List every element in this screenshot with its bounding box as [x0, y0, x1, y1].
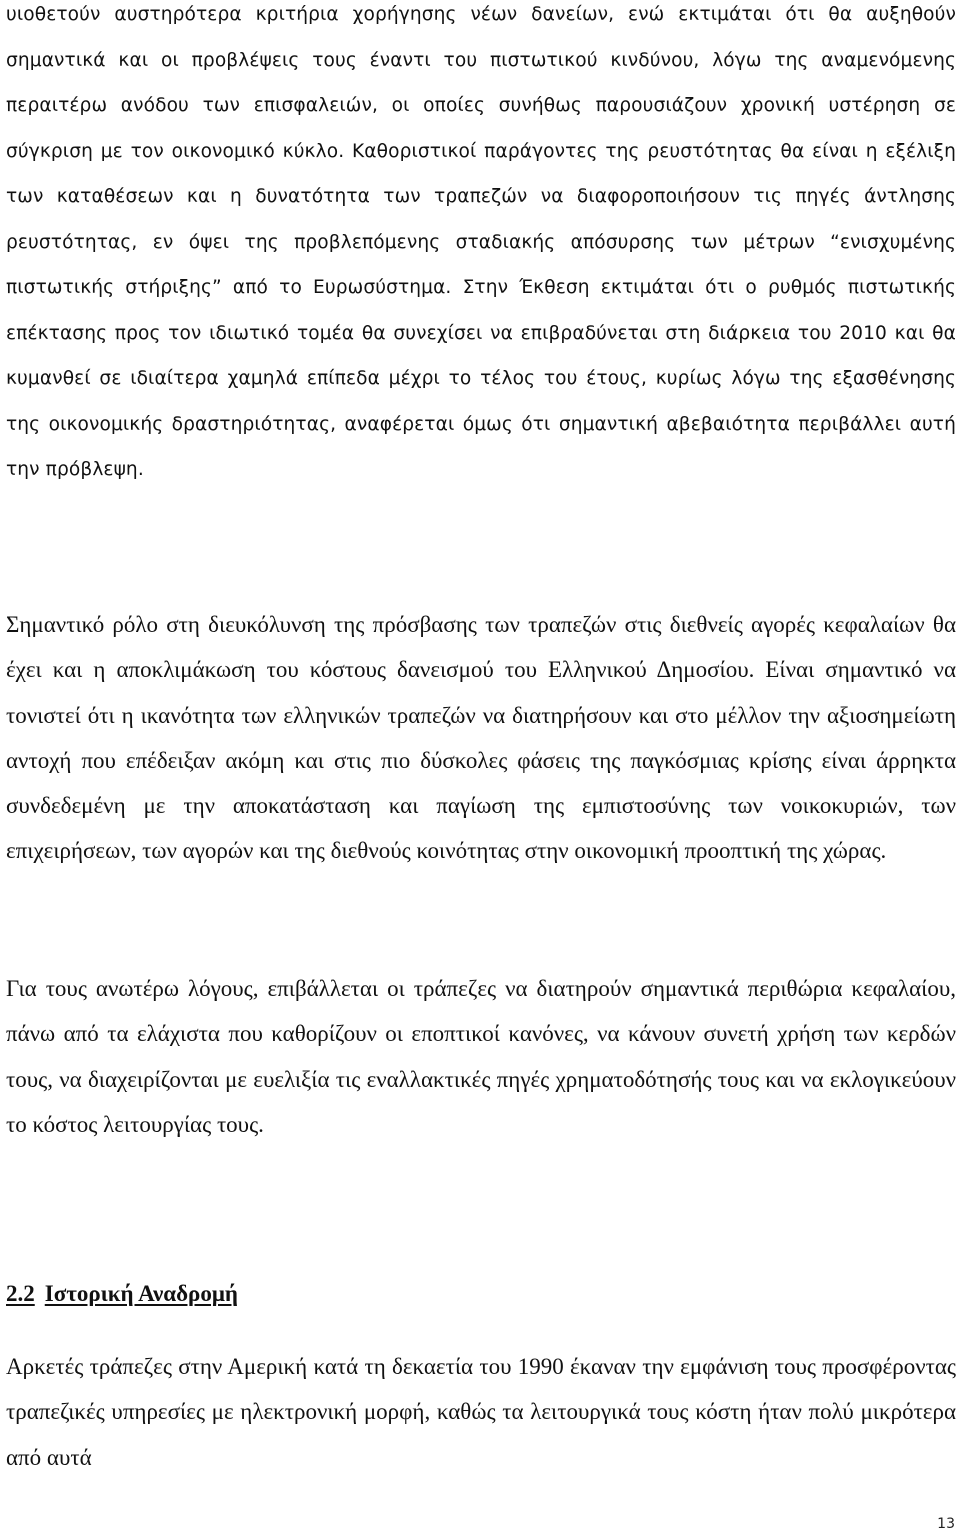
- paragraph-credit-liquidity-outlook: υιοθετούν αυστηρότερα κριτήρια χορήγησης νέων δανείων, ενώ εκτιμάται ότι θα αυξηθούν σημαντικά και οι προβλέψεις τους έναντι του πιστωτικού κινδύνου, λόγω της αναμενόμενης περαιτέρω ανόδου των επισφαλειών, οι οποίες συνήθως παρουσιάζουν χρονική υστέρηση σε σύγκριση με τον οικονομικό κύκλο. Καθοριστικοί παράγοντες της ρευστότητας θα είναι η εξέλιξη των καταθέσεων και η δυνατότητα των τραπεζών να διαφοροποιήσουν τις πηγές άντλησης ρευστότητας, εν όψει της προβλεπόμενης σταδιακής απόσυρσης των μέτρων “ενισχυμένης πιστωτικής στήριξης” από το Ευρωσύστημα. Στην Έκθεση εκτιμάται ότι ο ρυθμός πιστωτικής επέκτασης προς τον ιδιωτικό τομέα θα συνεχίσει να επιβραδύνεται στη διάρκεια του 2010 και θα κυμανθεί σε ιδιαίτερα χαμηλά επίπεδα μέχρι το τέλος του έτους, κυρίως λόγω της εξασθένησης της οικονομικής δραστηριότητας, αναφέρεται όμως ότι σημαντική αβεβαιότητα περιβάλλει αυτή την πρόβλεψη.: [6, 4, 956, 480]
- paragraph-historical-review: Αρκετές τράπεζες στην Αμερική κατά τη δεκαετία του 1990 έκαναν την εμφάνιση τους προσφέροντας τραπεζικές υπηρεσίες με ηλεκτρονική μορφή, καθώς τα λειτουργικά τους κόστη ήταν πολύ μικρότερα από αυτά: [6, 1354, 956, 1470]
- paragraph-bank-market-access: Σημαντικό ρόλο στη διευκόλυνση της πρόσβασης των τραπεζών στις διεθνείς αγορές κεφαλαίων θα έχει και η αποκλιμάκωση του κόστους δανεισμού του Ελληνικού Δημοσίου. Είναι σημαντικό να τονιστεί ότι η ικανότητα των ελληνικών τραπεζών να διατηρήσουν και στο μέλλον την αξιοσημείωτη αντοχή που επέδειξαν ακόμη και στις πιο δύσκολες φάσεις της παγκόσμιας κρίσης είναι άρρηκτα συνδεδεμένη με την αποκατάσταση και παγίωση της εμπιστοσύνης των νοικοκυριών, των επιχειρήσεων, των αγορών και της διεθνούς κοινότητας στην οικονομική προοπτική της χώρας.: [6, 612, 956, 864]
- page-number: 13: [937, 1516, 955, 1532]
- section-heading: [6, 1279, 238, 1309]
- section-number: 2.2: [6, 1281, 35, 1306]
- section-title: Ιστορική Αναδρομή: [44, 1281, 238, 1306]
- paragraph-capital-margins: Για τους ανωτέρω λόγους, επιβάλλεται οι τράπεζες να διατηρούν σημαντικά περιθώρια κεφαλαίου, πάνω από τα ελάχιστα που καθορίζουν οι εποπτικοί κανόνες, να κάνουν συνετή χρήση των κερδών τους, να διαχειρίζονται με ευελιξία τις εναλλακτικές πηγές χρηματοδότησής τους και να εκλογικεύουν το κόστος λειτουργίας τους.: [6, 976, 956, 1137]
